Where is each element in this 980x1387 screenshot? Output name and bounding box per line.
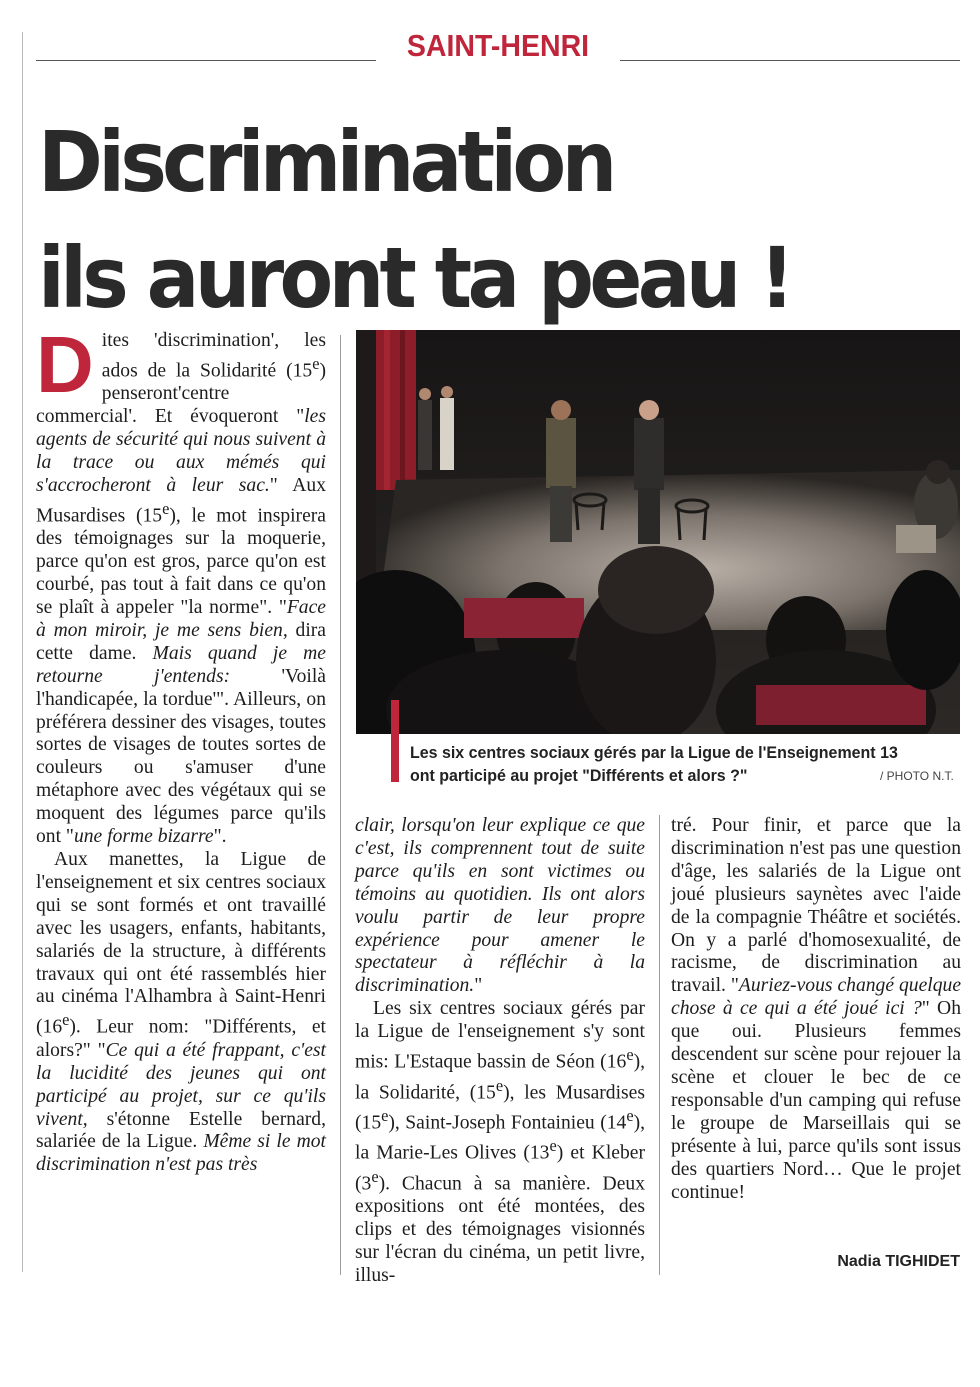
article-column-3 <box>671 815 961 1204</box>
headline-line-1: Discrimination <box>38 113 613 211</box>
photo-caption: Les six centres sociaux gérés par la Ligue de l'Enseignement 13 ont participé au projet "Différents et alors ?" <box>410 743 898 785</box>
article-column-2 <box>355 815 645 1288</box>
drop-cap: D <box>36 320 94 409</box>
column-rule <box>340 335 341 1275</box>
column-rule <box>659 815 660 1275</box>
photo-credit: / PHOTO N.T. <box>880 769 954 783</box>
section-rule-left <box>36 60 376 61</box>
paragraph: tré. Pour finir, et parce que la discrimination n'est pas une question d'âge, les salariés de la Ligue ont joué plusieurs saynètes avec l'aide de la compagnie Théâtre et sociétés. On y a parlé d'homosexualité, de racisme, de discrimination au travail. "Auriez-vous changé quelque chose à ce qui a été joué ici ?" Oh que oui. Plusieurs femmes descendent sur scène pour rejouer la scène et clouer le bec de ce responsable d'un camping qui refuse le groupe de Marseillais qui se présente à lui, parce qu'ils sont issus des quartiers Nord… Que le projet continue! <box>671 815 962 1203</box>
paragraph: Dites 'discrimination', les ados de la Solidarité (15e) penseront'centre commercial'. Et évoqueront "les agents de sécurité qui nous suivent à la trace ou aux mémés qui s'accrocheront à leur sac." Aux Musardises (15e), le mot inspirera des témoignages sur la moquerie, parce qu'on est gros, parce qu'on est courbé, pas tout à fait dans ce qu'on se plaît à appeler "la norme". "Face à mon miroir, je me sens bien, dira cette dame. Mais quand je me retourne j'entends: 'Voilà l'handicapée, la tordue'". Ailleurs, on préférera dessiner des visages, toutes sortes de visages de toutes sortes de couleurs ou s'amuser d'une métaphore avec des végétaux qui se moquent des légumes parce qu'ils ont "une forme bizarre". <box>36 320 327 848</box>
paragraph: Aux manettes, la Ligue de l'enseignement et six centres sociaux qui se sont formés et ont travaillé avec les usagers, enfants, habitants, salariés de la structure, à différents travaux qui ont été rassemblés hier au cinéma l'Alhambra à Saint-Henri (16e). Leur nom: "Différents, et alors?" "Ce qui a été frappant, c'est la lucidité des jeunes qui ont participé au projet, sur ce qu'ils vivent, s'étonne Estelle bernard, salariée de la Ligue. Même si le mot discrimination n'est pas très <box>36 849 326 1176</box>
article-column-1 <box>36 320 327 1177</box>
headline <box>38 104 790 336</box>
author-byline: Nadia TIGHIDET <box>837 1253 960 1270</box>
caption-accent-bar <box>391 700 399 782</box>
page-left-rule <box>22 32 23 1272</box>
section-rule-right <box>620 60 960 61</box>
paragraph: clair, lorsqu'on leur explique ce que c'est, ils comprennent tout de suite parce qu'ils en sont victimes ou témoins au quotidien. Ils ont alors voulu partir de leur propre expérience pour amener le spectateur à réfléchir à la discrimination." <box>355 815 645 997</box>
theatre-stage-illustration <box>356 330 960 734</box>
article-photo <box>356 330 960 734</box>
paragraph: Les six centres sociaux gérés par la Ligue de l'enseignement s'y sont mis: L'Estaque bassin de Séon (16e), la Solidarité, (15e), les Musardises (15e), Saint-Joseph Fontainieu (14e), la Marie-Les Olives (13e) et Kleber (3e). Chacun à sa manière. Deux expositions ont été montées, des clips et des témoignages visionnés sur l'écran du cinéma, un petit livre, illus- <box>355 998 645 1286</box>
section-label: SAINT-HENRI <box>406 28 590 63</box>
headline-line-2: ils auront ta peau ! <box>38 229 791 327</box>
